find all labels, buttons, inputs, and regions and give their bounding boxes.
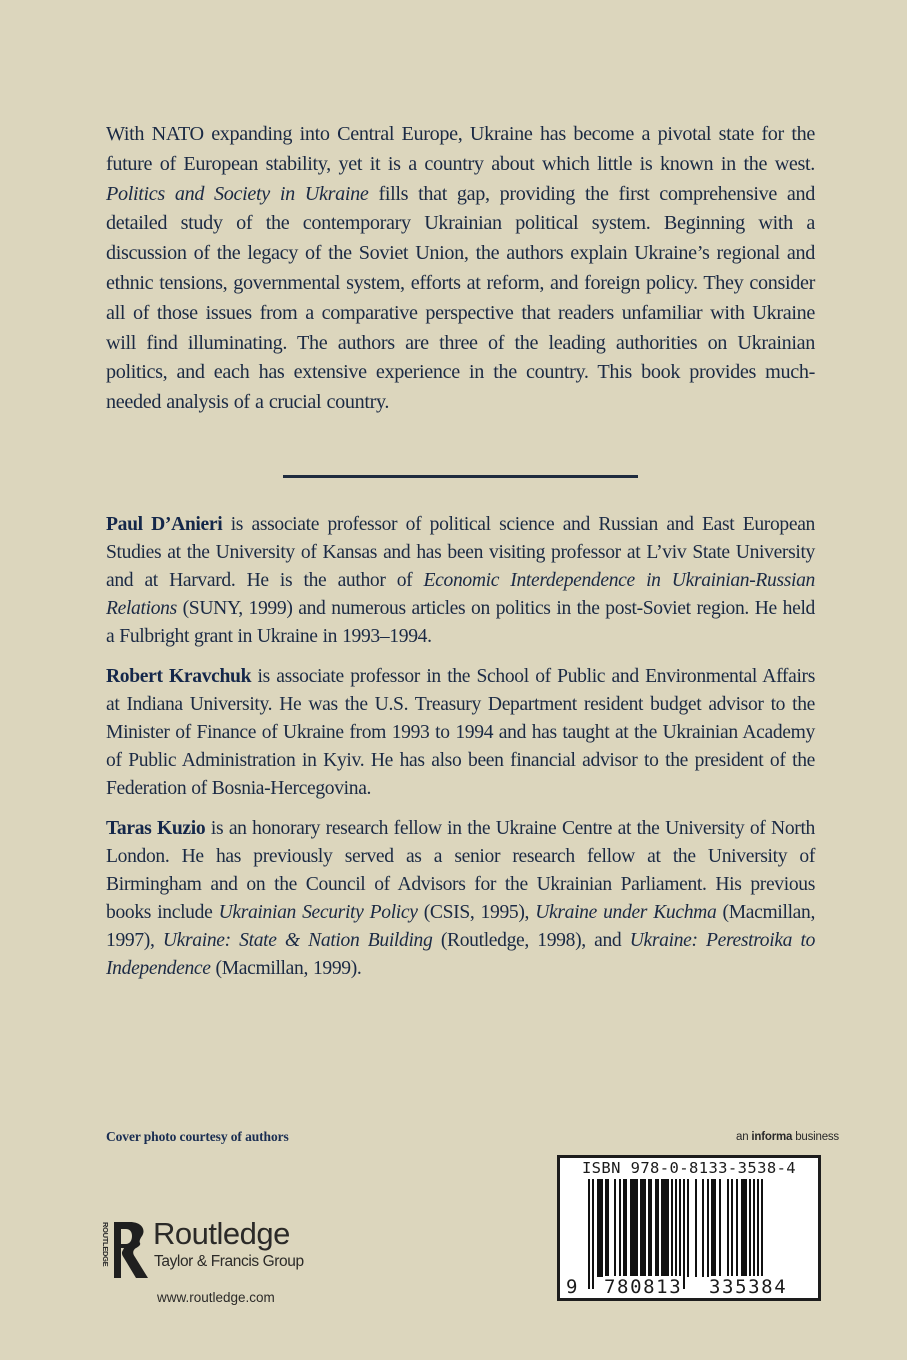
informa-prefix: an (736, 1131, 752, 1143)
isbn-barcode (557, 1155, 821, 1301)
bio-taras-kuzio (106, 815, 815, 983)
book-title: Economic Interdependence in Ukrainian-Russian Relations (106, 570, 815, 619)
routledge-vertical-wordmark: ROUTLEDGE (101, 1222, 110, 1267)
informa-suffix: business (792, 1131, 839, 1143)
description-text: With NATO expanding into Central Europe, Ukraine has become a pivotal state for the future of European stability, yet it is a country about which little is known in the west. (106, 123, 815, 175)
bio-text: (Macmillan, 1999). (210, 958, 362, 979)
barcode-bars (588, 1179, 800, 1289)
routledge-logo (100, 1216, 380, 1280)
publisher-website-link[interactable]: www.routledge.com (157, 1290, 275, 1305)
bio-text: (Routledge, 1998), and (432, 930, 630, 951)
bio-text: is associate professor of political science and Russian and East European Studies at the University of Kansas and has been visiting professor at L’viv State University and at Harvard. He is the author of (106, 514, 815, 591)
book-title: Ukrainian Security Policy (218, 902, 418, 923)
book-title: Ukraine under Kuchma (535, 902, 717, 923)
bio-paul-danieri (106, 511, 815, 651)
author-bios (106, 511, 815, 995)
barcode-lead-digit: 9 (566, 1276, 578, 1298)
bio-text: is associate professor in the School of Public and Environmental Affairs at Indiana University. He was the U.S. Treasury Department resident budget advisor to the Minister of Finance of Ukraine from 1993 to 1994 and has taught at the Ukrainian Academy of Public Administration in Kyiv. He has also been financial advisor to the president of the Federation of Bosnia-Hercegovina. (106, 666, 815, 799)
publisher-name: Routledge (153, 1216, 290, 1251)
bio-text: (CSIS, 1995), (417, 902, 536, 923)
book-title: Ukraine: Perestroika to Independence (106, 930, 816, 979)
barcode-digit-group-left: 780813 (604, 1276, 683, 1298)
bio-text: is an honorary research fellow in the Ukraine Centre at the University of North London. He has previously served as a senior research fellow at the University of Birmingham and on the Council of Advisors for the Ukrainian Parliament. His previous books include (106, 818, 815, 923)
author-name: Robert Kravchuk (106, 666, 252, 687)
barcode-digit-group-right: 335384 (709, 1276, 788, 1298)
informa-tagline (736, 1131, 839, 1143)
isbn-label: ISBN 978-0-8133-3538-4 (581, 1159, 797, 1177)
bio-text: (Macmillan, 1997), (106, 902, 816, 951)
description-text-cont: fills that gap, providing the first comprehensive and detailed study of the contemporary Ukrainian political system. Beginning with a discussion of the legacy of the Soviet Union, the authors explain Ukraine’s regional and ethnic tensions, governmental system, efforts at reform, and foreign policy. They consider all of those issues from a comparative perspective that readers unfamiliar with Ukraine will find illuminating. The authors are three of the leading authorities on Ukrainian politics, and each has extensive experience in the country. This book provides much-needed analysis of a crucial country. (106, 182, 815, 414)
book-title: Politics and Society in Ukraine (106, 182, 369, 205)
book-title: Ukraine: State & Nation Building (162, 930, 433, 951)
author-name: Taras Kuzio (106, 818, 206, 839)
routledge-r-profile-icon (112, 1220, 150, 1280)
book-description (106, 120, 815, 418)
photo-credit: Cover photo courtesy of authors (106, 1129, 289, 1144)
divider-rule (283, 475, 638, 478)
description-paragraph (106, 120, 815, 418)
author-name: Paul D’Anieri (106, 514, 223, 535)
bio-text: (SUNY, 1999) and numerous articles on politics in the post-Soviet region. He held a Fulbright grant in Ukraine in 1993–1994. (106, 598, 815, 647)
bio-robert-kravchuk (106, 663, 815, 803)
informa-brand: informa (751, 1131, 793, 1143)
publisher-group: Taylor & Francis Group (154, 1253, 304, 1270)
